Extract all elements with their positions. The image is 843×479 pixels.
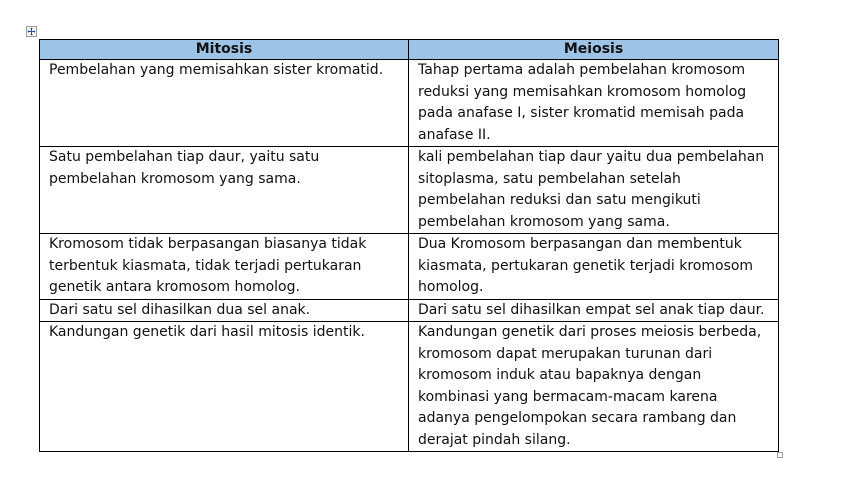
header-mitosis: Mitosis [40,40,409,60]
table-row [40,60,779,147]
mitosis-cell: Satu pembelahan tiap daur, yaitu satu pembelahan kromosom yang sama. [40,147,409,234]
table-resize-handle-icon[interactable] [777,452,783,458]
meiosis-cell: Dua Kromosom berpasangan dan membentuk kiasmata, pertukaran genetik terjadi kromosom homolog. [409,234,779,300]
mitosis-meiosis-table [39,39,779,452]
meiosis-cell: Tahap pertama adalah pembelahan kromosom reduksi yang memisahkan kromosom homolog pada anafase I, sister kromatid memisah pada anafase II. [409,60,779,147]
meiosis-cell: Kandungan genetik dari proses meiosis berbeda, kromosom dapat merupakan turunan dari kromosom induk atau bapaknya dengan kombinasi yang bermacam-macam karena adanya pengelompokan secara rambang dan derajat pindah silang. [409,322,779,452]
table-row [40,147,779,234]
mitosis-cell: Pembelahan yang memisahkan sister kromatid. [40,60,409,147]
meiosis-cell: kali pembelahan tiap daur yaitu dua pembelahan sitoplasma, satu pembelahan setelah pembelahan reduksi dan satu mengikuti pembelahan kromosom yang sama. [409,147,779,234]
meiosis-cell: Dari satu sel dihasilkan empat sel anak tiap daur. [409,299,779,322]
table-row [40,234,779,300]
mitosis-cell: Dari satu sel dihasilkan dua sel anak. [40,299,409,322]
table-header-row [40,40,779,60]
mitosis-cell: Kandungan genetik dari hasil mitosis identik. [40,322,409,452]
mitosis-cell: Kromosom tidak berpasangan biasanya tidak terbentuk kiasmata, tidak terjadi pertukaran genetik antara kromosom homolog. [40,234,409,300]
table-move-handle-icon[interactable] [26,26,37,37]
header-meiosis: Meiosis [409,40,779,60]
table-row [40,299,779,322]
table-row [40,322,779,452]
